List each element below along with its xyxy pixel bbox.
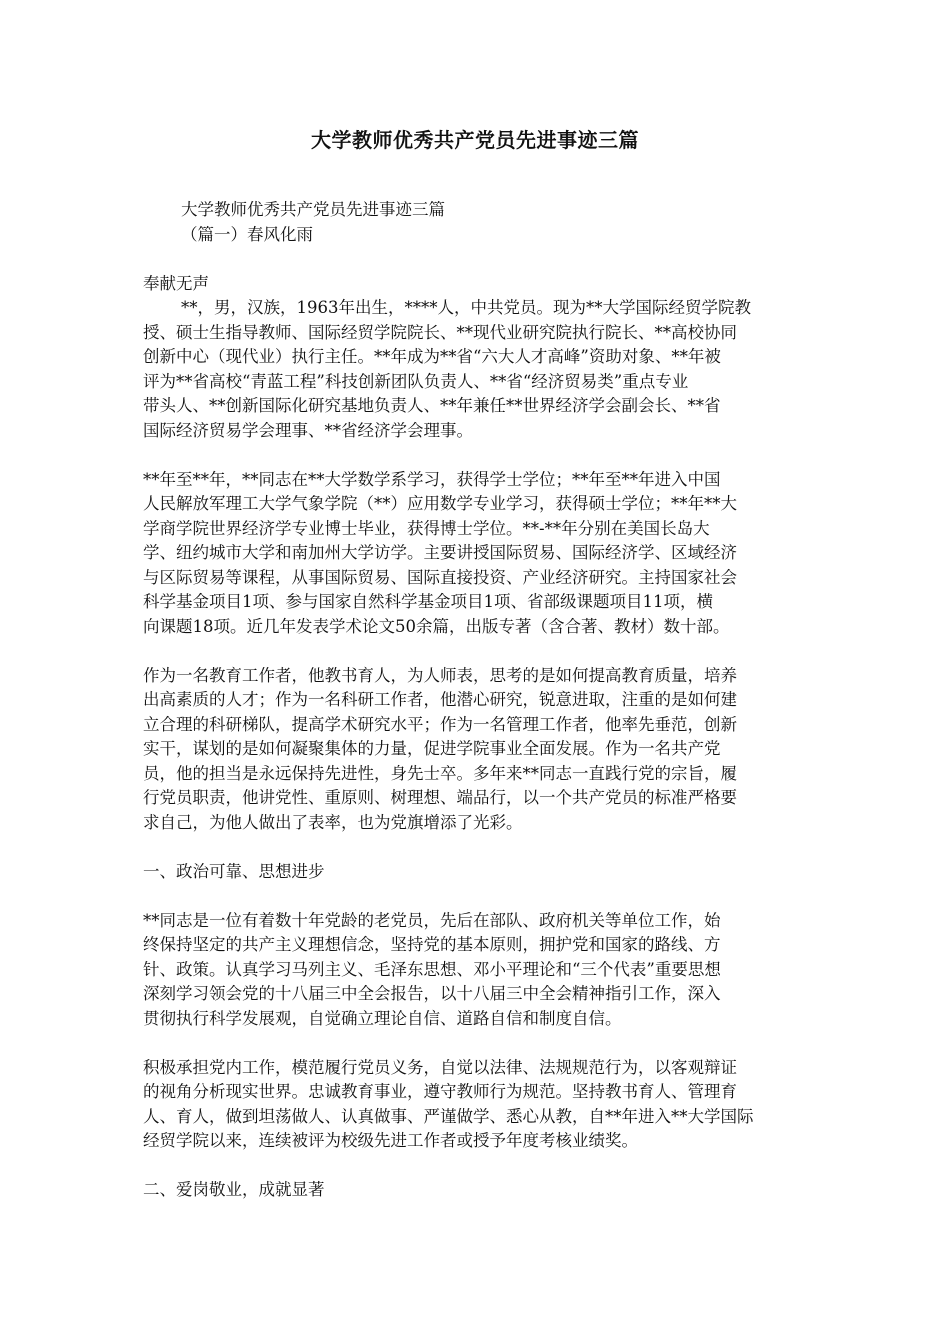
paragraph-line: 立合理的科研梯队，提高学术研究水平；作为一名管理工作者，他率先垂范，创新 (143, 714, 737, 734)
paragraph-line: 人民解放军理工大学气象学院（**）应用数学专业学习，获得硕士学位；**年**大 (143, 494, 737, 513)
paragraph-4 (143, 909, 808, 1032)
document-title: 大学教师优秀共产党员先进事迹三篇 (311, 128, 639, 152)
paragraph-line: 实干，谋划的是如何凝聚集体的力量，促进学院事业全面发展。作为一名共产党 (143, 739, 721, 758)
heading-politics: 一、政治可靠、思想进步 (143, 861, 325, 881)
paragraph-line: 贯彻执行科学发展观，自觉确立理论自信、道路自信和制度自信。 (143, 1008, 622, 1028)
paragraph-line: 终保持坚定的共产主义理想信念，坚持党的基本原则，拥护党和国家的路线、方 (143, 935, 721, 954)
paragraph-line: 员，他的担当是永远保持先进性，身先士卒。多年来**同志一直践行党的宗旨，履 (143, 763, 737, 783)
paragraph-line: 创新中心（现代业）执行主任。**年成为**省“六大人才高峰”资助对象、**年被 (143, 347, 721, 366)
paragraph-line: 与区际贸易等课程，从事国际贸易、国际直接投资、产业经济研究。主持国家社会 (143, 567, 737, 587)
document-body (143, 198, 808, 1203)
paragraph-line: **，男，汉族，1963年出生，****人，中共党员。现为**大学国际经贸学院教 (181, 298, 751, 317)
paragraph-line: 带头人、**创新国际化研究基地负责人、**年兼任**世界经济学会副会长、**省 (143, 396, 721, 415)
paragraph-line: 作为一名教育工作者，他教书育人，为人师表，思考的是如何提高教育质量，培养 (143, 665, 737, 685)
paragraph-line: 经贸学院以来，连续被评为校级先进工作者或授予年度考核业绩奖。 (143, 1131, 638, 1150)
paragraph-1 (143, 296, 808, 443)
spacer (143, 884, 808, 909)
paragraph-line: 向课题18项。近几年发表学术论文50余篇，出版专著（含合著、教材）数十部。 (143, 616, 730, 636)
paragraph-line: 出高素质的人才；作为一名科研工作者，他潜心研究，锐意进取，注重的是如何建 (143, 690, 737, 709)
spacer (143, 1031, 808, 1056)
paragraph-line: 科学基金项目1项、参与国家自然科学基金项目1项、省部级课题项目11项，横 (143, 592, 713, 611)
spacer (143, 835, 808, 860)
section-heading: 奉献无声 (143, 273, 209, 293)
heading-dedication: 二、爱岗敬业，成就显著 (143, 1180, 325, 1199)
spacer (143, 1154, 808, 1179)
paragraph-line: 学商学院世界经济学专业博士毕业，获得博士学位。**-**年分别在美国长岛大 (143, 518, 710, 538)
paragraph-line: 求自己，为他人做出了表率，也为党旗增添了光彩。 (143, 812, 523, 832)
paragraph-line: 学、纽约城市大学和南加州大学访学。主要讲授国际贸易、国际经济学、区域经济 (143, 543, 737, 562)
paragraph-line: 授、硕士生指导教师、国际经贸学院院长、**现代业研究院执行院长、**高校协同 (143, 322, 737, 342)
paragraph-5 (143, 1056, 808, 1154)
paragraph-line: 行党员职责，他讲党性、重原则、树理想、端品行，以一个共产党员的标准严格要 (143, 788, 737, 807)
spacer (143, 443, 808, 468)
paragraph-line: 积极承担党内工作，模范履行党员义务，自觉以法律、法规规范行为，以客观辩证 (143, 1057, 737, 1077)
paragraph-line: 深刻学习领会党的十八届三中全会报告，以十八届三中全会精神指引工作，深入 (143, 984, 721, 1003)
paragraph-line: **同志是一位有着数十年党龄的老党员，先后在部队、政府机关等单位工作，始 (143, 910, 721, 930)
paragraph-line: 针、政策。认真学习马列主义、毛泽东思想、邓小平理论和“三个代表”重要思想 (143, 959, 721, 979)
spacer (143, 247, 808, 272)
part-label: （篇一）春风化雨 (181, 224, 313, 244)
paragraph-3 (143, 664, 808, 836)
paragraph-2 (143, 468, 808, 640)
subtitle: 大学教师优秀共产党员先进事迹三篇 (181, 200, 445, 219)
paragraph-line: 国际经济贸易学会理事、**省经济学会理事。 (143, 420, 473, 440)
spacer (143, 639, 808, 664)
paragraph-line: 评为**省高校“青蓝工程”科技创新团队负责人、**省“经济贸易类”重点专业 (143, 371, 689, 391)
paragraph-line: **年至**年，**同志在**大学数学系学习，获得学士学位；**年至**年进入中国 (143, 469, 721, 489)
paragraph-line: 人、育人，做到坦荡做人、认真做事、严谨做学、悉心从教，自**年进入**大学国际 (143, 1106, 754, 1126)
paragraph-line: 的视角分析现实世界。忠诚教育事业，遵守教师行为规范。坚持教书育人、管理育 (143, 1082, 737, 1101)
